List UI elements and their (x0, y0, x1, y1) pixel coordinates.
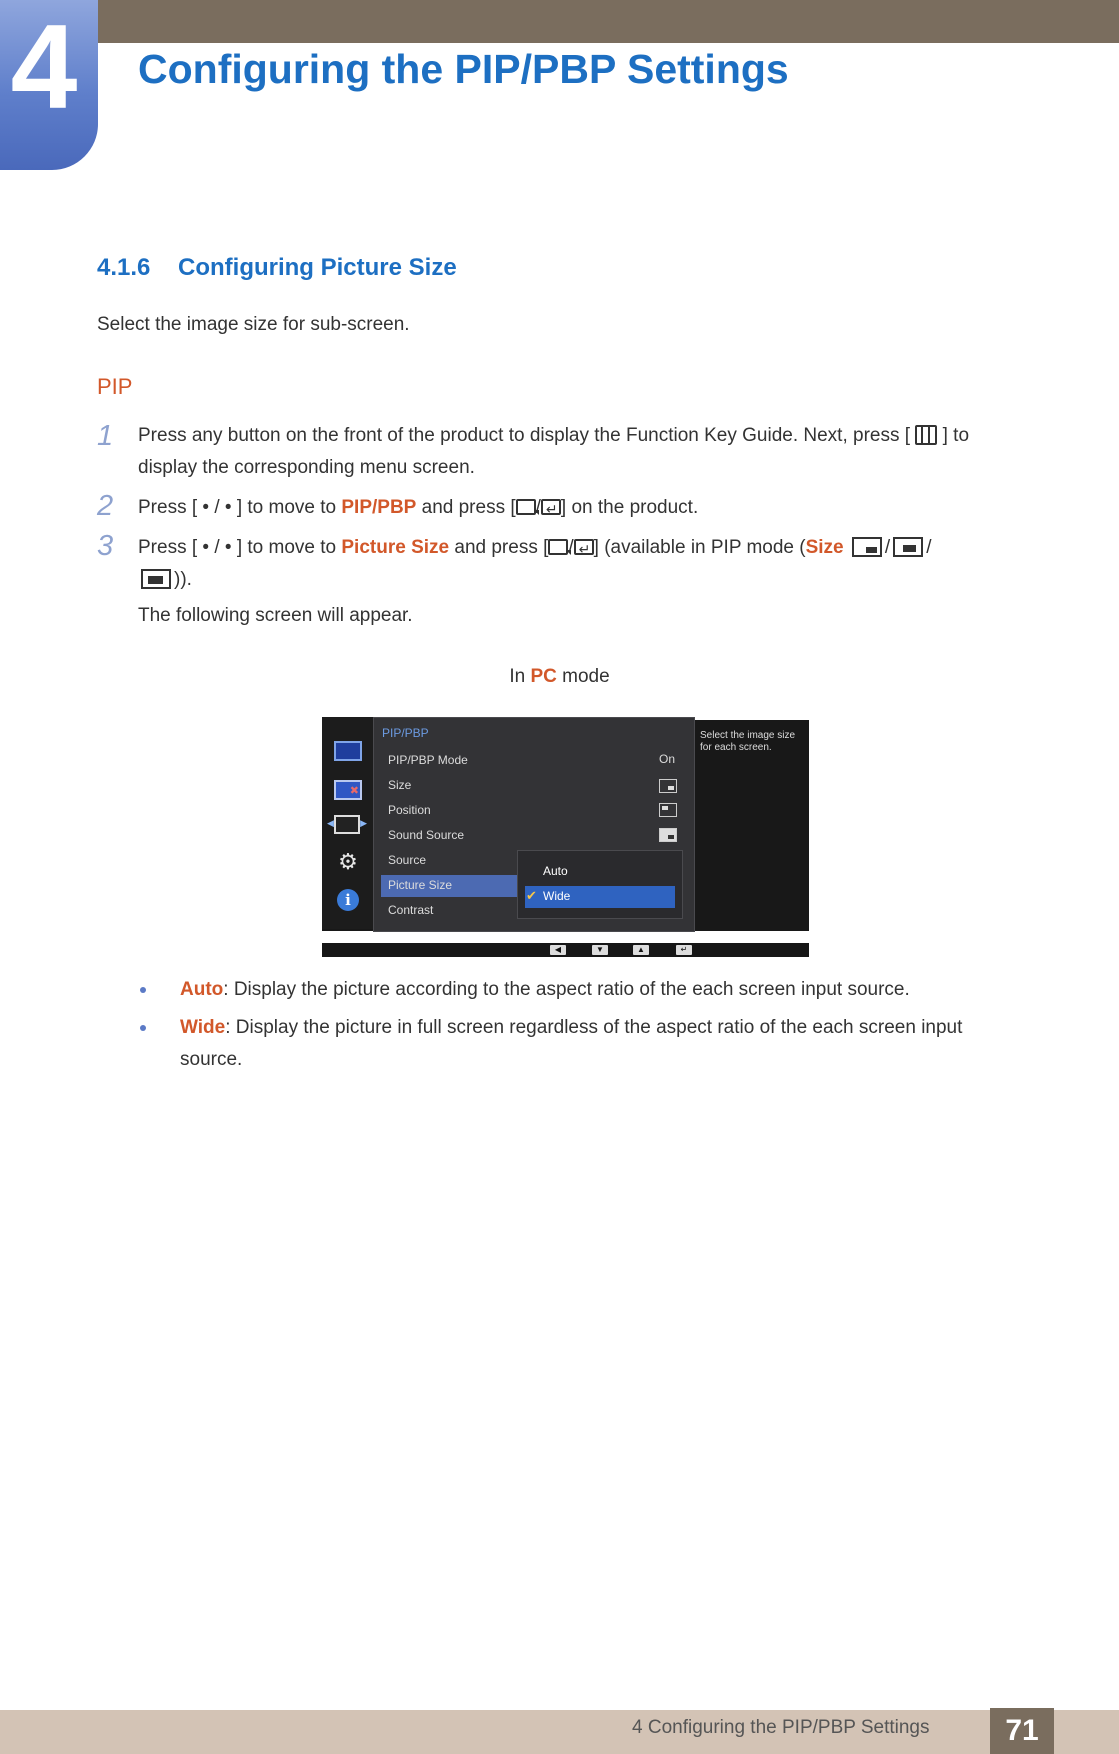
osd-menu-item[interactable]: Contrast (388, 903, 434, 917)
chapter-tab (0, 0, 98, 170)
bullet-wide: Wide: Display the picture in full screen regardless of the aspect ratio of the each screen input (180, 1017, 963, 1038)
up-key-icon[interactable]: ▲ (633, 945, 649, 955)
size-large-icon (141, 569, 171, 589)
sound-source-value-icon (659, 828, 677, 842)
enter-icon (541, 499, 561, 515)
chapter-number: 4 (10, 0, 78, 134)
osd-menu-item-selected[interactable]: Picture Size (388, 878, 453, 892)
menu-icon (915, 425, 937, 445)
pip-pbp-icon[interactable] (334, 780, 362, 800)
bullet-auto: Auto: Display the picture according to the aspect ratio of the each screen input source. (180, 979, 910, 1000)
osd-menu-item[interactable]: Size (388, 778, 412, 792)
gear-icon[interactable]: ⚙ (338, 849, 358, 874)
bullet-dot (140, 1025, 146, 1031)
osd-help-text: Select the image size for each screen. (700, 730, 796, 753)
step-text: display the corresponding menu screen. (138, 457, 475, 478)
step-number: 1 (97, 420, 114, 452)
left-key-icon[interactable]: ◀ (550, 945, 566, 955)
header-band (0, 0, 1119, 43)
source-icon (516, 499, 536, 515)
checkmark-icon: ✔ (526, 888, 537, 903)
section-intro: Select the image size for sub-screen. (97, 314, 410, 335)
down-key-icon[interactable]: ▼ (592, 945, 608, 955)
picture-size-popup (517, 850, 683, 919)
size-value-icon (659, 779, 677, 793)
option-auto[interactable]: Auto (543, 864, 568, 878)
osd-menu-item[interactable]: Sound Source (388, 828, 465, 842)
source-icon (548, 539, 568, 555)
picture-icon[interactable] (334, 741, 362, 761)
position-value-icon (659, 803, 677, 817)
section-number: 4.1.6 (97, 254, 151, 281)
pip-mode-value: On (659, 752, 676, 766)
screen-caption: In PC mode (509, 666, 610, 687)
subheading-pip: PIP (97, 374, 133, 399)
page-number: 71 (990, 1708, 1054, 1754)
enter-icon (574, 539, 594, 555)
follow-text: The following screen will appear. (138, 605, 413, 626)
size-small-icon (852, 537, 882, 557)
step-text: Press [ • / • ] to move to PIP/PBP and press [ /↵ ] on the product. (138, 496, 698, 520)
option-wide[interactable]: Wide (543, 889, 571, 903)
size-medium-icon (893, 537, 923, 557)
osd-menu-item[interactable]: PIP/PBP Mode (388, 753, 468, 767)
footer-chapter-title: 4 Configuring the PIP/PBP Settings (632, 1717, 930, 1738)
osd-menu-title: PIP/PBP (382, 726, 429, 740)
step-number: 3 (97, 530, 114, 562)
enter-key-icon[interactable]: ↵ (676, 945, 692, 955)
bullet-wide-cont: source. (180, 1049, 243, 1070)
step-text: Press any button on the front of the product to display the Function Key Guide. Next, press [ ] to (138, 425, 970, 446)
section-title: Configuring Picture Size (178, 254, 457, 281)
step-text: )). (138, 568, 192, 592)
osd-menu-item[interactable]: Source (388, 853, 427, 867)
onscreen-display-icon[interactable] (334, 815, 360, 834)
footer-band (0, 1710, 1119, 1754)
chapter-title: Configuring the PIP/PBP Settings (138, 46, 789, 92)
osd-menu-item[interactable]: Position (388, 803, 431, 817)
info-icon[interactable]: i (337, 889, 359, 911)
step-number: 2 (97, 490, 114, 522)
bullet-dot (140, 987, 146, 993)
step-text: Press [ • / • ] to move to Picture Size and press [ /↵ ] (available in PIP mode (Size / / (138, 536, 931, 560)
